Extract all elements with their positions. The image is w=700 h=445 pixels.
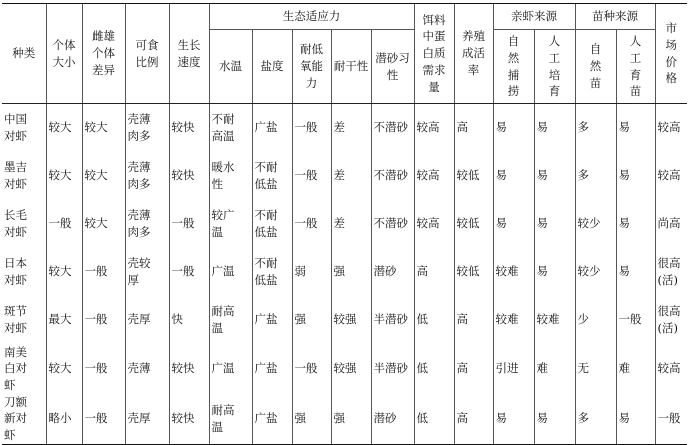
cell-edible — [125, 344, 169, 394]
cell-text: 一般 — [294, 168, 318, 183]
cell-text: 高 — [456, 411, 468, 426]
cell-price — [655, 394, 687, 445]
cell-text: 一般 — [84, 312, 108, 327]
cell-text: 易 — [536, 411, 548, 426]
cell-text: 易 — [495, 411, 507, 426]
cell-size — [46, 248, 82, 296]
cell-text: 较大 — [48, 120, 72, 135]
cell-low-oxygen — [292, 104, 331, 152]
cell-edible — [125, 248, 169, 296]
cell-low-oxygen — [292, 248, 331, 296]
cell-size — [46, 344, 82, 394]
cell-text: 较快 — [171, 120, 195, 135]
cell-sand — [371, 152, 414, 200]
cell-brood-wild — [493, 344, 534, 394]
cell-text: 一般 — [294, 216, 318, 231]
cell-text: 较难 — [495, 312, 519, 327]
cell-text: 耐高温 — [211, 303, 235, 335]
table-body — [2, 104, 687, 445]
cell-text: 广温 — [211, 361, 235, 376]
cell-text: 一般 — [48, 216, 72, 231]
cell-text: 易 — [618, 216, 630, 231]
cell-text: 易 — [536, 168, 548, 183]
cell-sex-diff — [82, 200, 125, 248]
cell-water-temp — [209, 344, 252, 394]
cell-growth — [169, 344, 209, 394]
cell-species — [2, 200, 46, 248]
cell-edible — [125, 296, 169, 344]
cell-text: 一般 — [171, 216, 195, 231]
cell-size — [46, 104, 82, 152]
cell-text: 较大 — [84, 216, 108, 231]
cell-text: 较高 — [416, 216, 440, 231]
cell-protein — [414, 152, 454, 200]
cell-text: 易 — [536, 216, 548, 231]
cell-salinity — [252, 296, 292, 344]
cell-water-temp — [209, 200, 252, 248]
cell-text: 较少 — [577, 264, 601, 279]
cell-text: 最大 — [48, 312, 72, 327]
cell-growth — [169, 104, 209, 152]
table-row — [2, 248, 687, 296]
cell-text: 半潜砂 — [373, 361, 408, 376]
cell-sand — [371, 200, 414, 248]
cell-text: 广盐 — [254, 411, 278, 426]
cell-text: 较快 — [171, 361, 195, 376]
cell-dry — [331, 394, 371, 445]
cell-text: 较低 — [456, 264, 480, 279]
header-protein: 饵料中蛋白质需求量 — [414, 4, 454, 104]
cell-fry-wild — [575, 248, 616, 296]
cell-size — [46, 296, 82, 344]
header-price: 市场价格 — [655, 4, 687, 104]
cell-text: 多 — [577, 168, 589, 183]
cell-fry-cult — [616, 344, 655, 394]
cell-species — [2, 248, 46, 296]
header-fry-group: 苗种来源 — [575, 4, 655, 30]
cell-fry-cult — [616, 152, 655, 200]
cell-survival — [454, 248, 493, 296]
cell-fry-wild — [575, 152, 616, 200]
shrimp-comparison-table — [2, 3, 687, 445]
cell-text: 壳薄肉多 — [127, 207, 151, 239]
table-row — [2, 296, 687, 344]
header-fry-cult: 人工育苗 — [616, 30, 655, 104]
cell-water-temp — [209, 152, 252, 200]
cell-text: 尚高 — [657, 216, 681, 231]
cell-fry-wild — [575, 344, 616, 394]
cell-brood-cult — [534, 104, 575, 152]
cell-salinity — [252, 200, 292, 248]
cell-text: 一般 — [84, 411, 108, 426]
cell-text: 墨吉对虾 — [4, 159, 27, 191]
cell-protein — [414, 248, 454, 296]
cell-text: 很高(活) — [657, 255, 681, 287]
cell-text: 壳薄肉多 — [127, 112, 151, 143]
header-low-oxygen: 耐低氧能力 — [292, 30, 331, 104]
cell-text: 较难 — [495, 264, 519, 279]
cell-dry — [331, 152, 371, 200]
table-row — [2, 200, 687, 248]
cell-water-temp — [209, 248, 252, 296]
cell-brood-wild — [493, 296, 534, 344]
cell-text: 强 — [294, 312, 306, 327]
header-water-temp: 水温 — [209, 30, 252, 104]
cell-text: 低 — [416, 411, 428, 426]
cell-growth — [169, 248, 209, 296]
header-eco-group: 生态适应力 — [209, 4, 414, 30]
cell-salinity — [252, 152, 292, 200]
cell-text: 刀额新对虾 — [4, 394, 27, 442]
cell-text: 较大 — [84, 168, 108, 183]
cell-fry-cult — [616, 248, 655, 296]
cell-brood-wild — [493, 394, 534, 445]
cell-text: 无 — [577, 361, 589, 376]
cell-text: 一般 — [294, 361, 318, 376]
cell-brood-wild — [493, 152, 534, 200]
cell-text: 一般 — [171, 264, 195, 279]
cell-growth — [169, 152, 209, 200]
cell-fry-cult — [616, 296, 655, 344]
cell-text: 壳厚 — [127, 312, 151, 327]
cell-edible — [125, 104, 169, 152]
cell-text: 较广温 — [211, 207, 235, 239]
cell-brood-wild — [493, 200, 534, 248]
cell-text: 难 — [536, 361, 548, 376]
cell-water-temp — [209, 296, 252, 344]
cell-low-oxygen — [292, 200, 331, 248]
header-broodstock-group: 亲虾来源 — [493, 4, 575, 30]
cell-text: 弱 — [294, 264, 306, 279]
cell-text: 壳厚 — [127, 411, 151, 426]
cell-growth — [169, 394, 209, 445]
cell-text: 低 — [416, 312, 428, 327]
cell-text: 潜砂 — [373, 264, 397, 279]
cell-text: 不耐低盐 — [254, 255, 278, 287]
cell-sand — [371, 394, 414, 445]
cell-text: 强 — [333, 264, 345, 279]
cell-protein — [414, 344, 454, 394]
header-edible: 可食比例 — [125, 4, 169, 104]
cell-salinity — [252, 394, 292, 445]
cell-growth — [169, 200, 209, 248]
cell-text: 强 — [333, 411, 345, 426]
cell-text: 易 — [495, 168, 507, 183]
cell-text: 较高 — [416, 168, 440, 183]
cell-price — [655, 344, 687, 394]
cell-salinity — [252, 344, 292, 394]
cell-text: 引进 — [495, 361, 519, 376]
header-survival: 养殖成活率 — [454, 4, 493, 104]
cell-species — [2, 394, 46, 445]
cell-sand — [371, 296, 414, 344]
cell-sex-diff — [82, 152, 125, 200]
cell-text: 南美白对虾 — [4, 344, 27, 392]
cell-dry — [331, 248, 371, 296]
cell-text: 较强 — [333, 361, 357, 376]
cell-dry — [331, 344, 371, 394]
cell-sex-diff — [82, 296, 125, 344]
cell-brood-cult — [534, 296, 575, 344]
cell-species — [2, 152, 46, 200]
cell-edible — [125, 200, 169, 248]
cell-species — [2, 104, 46, 152]
cell-dry — [331, 296, 371, 344]
cell-text: 耐高温 — [211, 402, 235, 434]
cell-text: 较大 — [48, 264, 72, 279]
table-row — [2, 104, 687, 152]
cell-fry-wild — [575, 104, 616, 152]
cell-text: 差 — [333, 168, 345, 183]
cell-price — [655, 248, 687, 296]
cell-protein — [414, 200, 454, 248]
cell-fry-wild — [575, 394, 616, 445]
cell-text: 较大 — [48, 168, 72, 183]
cell-text: 较低 — [456, 168, 480, 183]
cell-text: 一般 — [84, 264, 108, 279]
table-row — [2, 394, 687, 445]
cell-text: 斑节对虾 — [4, 303, 27, 335]
cell-text: 易 — [618, 264, 630, 279]
header-fry-wild: 自然苗 — [575, 30, 616, 104]
cell-survival — [454, 200, 493, 248]
cell-survival — [454, 104, 493, 152]
header-growth: 生长速度 — [169, 4, 209, 104]
cell-water-temp — [209, 104, 252, 152]
cell-fry-wild — [575, 200, 616, 248]
cell-sand — [371, 344, 414, 394]
cell-text: 易 — [618, 120, 630, 135]
cell-text: 一般 — [294, 120, 318, 135]
cell-text: 易 — [618, 411, 630, 426]
cell-price — [655, 296, 687, 344]
cell-text: 易 — [618, 168, 630, 183]
cell-text: 少 — [577, 312, 589, 327]
cell-survival — [454, 296, 493, 344]
cell-low-oxygen — [292, 152, 331, 200]
cell-text: 不潜砂 — [373, 120, 408, 135]
cell-text: 广盐 — [254, 312, 278, 327]
cell-text: 壳较厚 — [127, 255, 151, 287]
cell-dry — [331, 104, 371, 152]
cell-sex-diff — [82, 104, 125, 152]
cell-text: 较高 — [416, 120, 440, 135]
cell-text: 较大 — [48, 361, 72, 376]
cell-sex-diff — [82, 248, 125, 296]
cell-text: 壳薄肉多 — [127, 159, 151, 191]
cell-text: 较难 — [536, 312, 560, 327]
cell-text: 广盐 — [254, 120, 278, 135]
cell-salinity — [252, 248, 292, 296]
cell-text: 难 — [618, 361, 630, 376]
cell-salinity — [252, 104, 292, 152]
cell-text: 不耐低盐 — [254, 207, 278, 239]
cell-protein — [414, 296, 454, 344]
cell-sand — [371, 104, 414, 152]
cell-text: 易 — [536, 120, 548, 135]
cell-fry-wild — [575, 296, 616, 344]
cell-brood-wild — [493, 248, 534, 296]
cell-text: 略小 — [48, 411, 72, 426]
cell-text: 较少 — [577, 216, 601, 231]
cell-text: 多 — [577, 120, 589, 135]
cell-text: 多 — [577, 411, 589, 426]
cell-brood-cult — [534, 152, 575, 200]
cell-text: 不耐高温 — [211, 112, 235, 143]
cell-text: 易 — [495, 120, 507, 135]
cell-text: 不潜砂 — [373, 168, 408, 183]
cell-text: 高 — [416, 264, 428, 279]
cell-text: 差 — [333, 216, 345, 231]
header-size: 个体大小 — [46, 4, 82, 104]
cell-text: 快 — [171, 312, 183, 327]
cell-text: 较高 — [657, 361, 681, 376]
cell-text: 较快 — [171, 411, 195, 426]
cell-text: 较低 — [456, 216, 480, 231]
cell-text: 较快 — [171, 168, 195, 183]
cell-edible — [125, 394, 169, 445]
cell-price — [655, 152, 687, 200]
cell-text: 差 — [333, 120, 345, 135]
cell-sand — [371, 248, 414, 296]
cell-size — [46, 394, 82, 445]
cell-text: 不潜砂 — [373, 216, 408, 231]
cell-fry-cult — [616, 200, 655, 248]
cell-edible — [125, 152, 169, 200]
cell-text: 一般 — [657, 411, 681, 426]
cell-text: 半潜砂 — [373, 312, 408, 327]
cell-size — [46, 152, 82, 200]
cell-fry-cult — [616, 104, 655, 152]
cell-survival — [454, 152, 493, 200]
cell-text: 广盐 — [254, 361, 278, 376]
header-salinity: 盐度 — [252, 30, 292, 104]
cell-water-temp — [209, 394, 252, 445]
cell-low-oxygen — [292, 394, 331, 445]
cell-text: 一般 — [84, 361, 108, 376]
cell-text: 高 — [456, 312, 468, 327]
header-sex-diff: 雌雄个体差异 — [82, 4, 125, 104]
header-brood-cult: 人工培育 — [534, 30, 575, 104]
header-sand: 潜砂习性 — [371, 30, 414, 104]
cell-brood-wild — [493, 104, 534, 152]
shrimp-comparison-table-wrapper — [2, 3, 687, 445]
cell-size — [46, 200, 82, 248]
cell-protein — [414, 104, 454, 152]
cell-text: 不耐低盐 — [254, 159, 278, 191]
cell-brood-cult — [534, 344, 575, 394]
cell-growth — [169, 296, 209, 344]
cell-sex-diff — [82, 394, 125, 445]
cell-text: 较大 — [84, 120, 108, 135]
cell-text: 较高 — [657, 120, 681, 135]
cell-text: 一般 — [618, 312, 642, 327]
cell-text: 较强 — [333, 312, 357, 327]
cell-brood-cult — [534, 394, 575, 445]
cell-text: 较高 — [657, 168, 681, 183]
cell-price — [655, 104, 687, 152]
cell-text: 高 — [456, 120, 468, 135]
cell-price — [655, 200, 687, 248]
cell-species — [2, 296, 46, 344]
cell-text: 潜砂 — [373, 411, 397, 426]
table-row — [2, 152, 687, 200]
cell-text: 暖水性 — [211, 159, 235, 191]
cell-text: 低 — [416, 361, 428, 376]
header-brood-wild: 自然捕捞 — [493, 30, 534, 104]
cell-text: 强 — [294, 411, 306, 426]
cell-brood-cult — [534, 200, 575, 248]
cell-text: 高 — [456, 361, 468, 376]
cell-text: 很高(活) — [657, 303, 681, 335]
header-species: 种类 — [2, 4, 46, 104]
cell-survival — [454, 344, 493, 394]
cell-protein — [414, 394, 454, 445]
cell-survival — [454, 394, 493, 445]
table-row — [2, 344, 687, 394]
cell-brood-cult — [534, 248, 575, 296]
cell-dry — [331, 200, 371, 248]
header-dry: 耐干性 — [331, 30, 371, 104]
cell-species — [2, 344, 46, 394]
cell-text: 易 — [536, 264, 548, 279]
cell-text: 长毛对虾 — [4, 207, 27, 239]
cell-text: 壳薄 — [127, 361, 151, 376]
cell-sex-diff — [82, 344, 125, 394]
cell-low-oxygen — [292, 344, 331, 394]
cell-fry-cult — [616, 394, 655, 445]
cell-text: 广温 — [211, 264, 235, 279]
cell-text: 中国对虾 — [4, 112, 27, 143]
cell-low-oxygen — [292, 296, 331, 344]
cell-text: 日本对虾 — [4, 255, 27, 287]
cell-text: 易 — [495, 216, 507, 231]
